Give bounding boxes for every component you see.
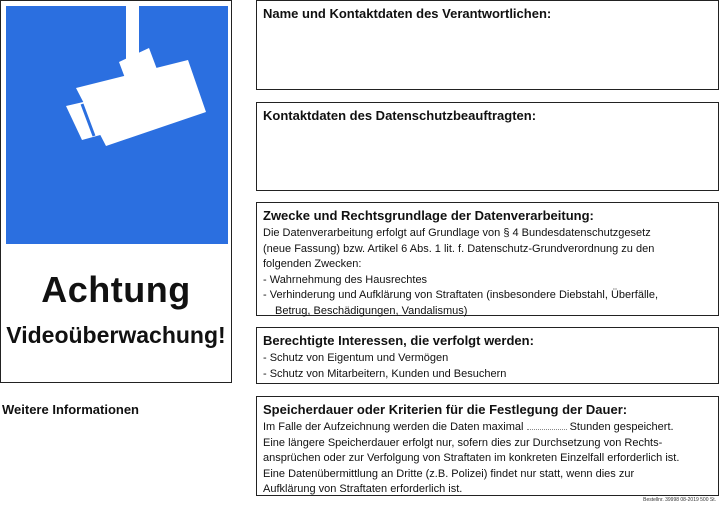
purpose-line: (neue Fassung) bzw. Artikel 6 Abs. 1 lit. f. Datenschutz-Grundverordnung zu den [263, 242, 655, 255]
retention-box [256, 396, 719, 496]
sign-subheading: Videoüberwachung! [6, 322, 226, 348]
interests-box [256, 327, 719, 384]
retention-line [263, 420, 712, 436]
dpo-box [256, 102, 719, 191]
retention-title: Speicherdauer oder Kriterien für die Festlegung der Dauer: [263, 402, 628, 417]
interests-text [263, 351, 712, 382]
retention-line: Eine Datenübermittlung an Dritte (z.B. Polizei) findet nur statt, wenn dies zur [263, 467, 635, 480]
cctv-pictogram [6, 6, 228, 244]
purpose-text [263, 226, 712, 319]
controller-box [256, 0, 719, 90]
retention-line: ansprüchen oder zur Verfolgung von Straftaten im konkreten Einzelfall erforderlich ist. [263, 452, 680, 464]
purpose-line: folgenden Zwecken: [263, 258, 362, 270]
dpo-title: Kontaktdaten des Datenschutzbeauftragten: [263, 108, 537, 123]
retention-line-start: Im Falle der Aufzeichnung werden die Daten maximal [263, 421, 524, 433]
retention-text [263, 420, 712, 498]
retention-line: Eine längere Speicherdauer erfolgt nur, sofern dies zur Durchsetzung von Rechts- [263, 436, 663, 449]
further-info-label: Weitere Informationen [2, 402, 140, 417]
interests-title: Berechtigte Interessen, die verfolgt werden: [263, 333, 534, 348]
cctv-camera-icon [6, 6, 228, 244]
purpose-box [256, 202, 719, 316]
interests-line: - Schutz von Mitarbeitern, Kunden und Besuchern [263, 367, 507, 380]
purpose-line: Betrug, Beschädigungen, Vandalismus) [275, 304, 468, 317]
purpose-line: - Wahrnehmung des Hausrechtes [263, 273, 428, 286]
purpose-title: Zwecke und Rechtsgrundlage der Datenverarbeitung: [263, 208, 594, 223]
retention-line: Aufklärung von Straftaten erforderlich ist. [263, 483, 463, 495]
purpose-line: Die Datenverarbeitung erfolgt auf Grundlage von § 4 Bundesdatenschutzgesetz [263, 227, 651, 239]
retention-line-end: Stunden gespeichert. [569, 421, 674, 433]
purpose-line: - Verhinderung und Aufklärung von Straftaten (insbesondere Diebstahl, Überfälle, [263, 289, 659, 301]
warning-sign-panel [0, 0, 232, 383]
sign-heading: Achtung [41, 269, 191, 310]
order-number: Bestellnr. 39998 08-2019 500 St. [643, 497, 716, 503]
interests-line: - Schutz von Eigentum und Vermögen [263, 352, 449, 364]
controller-title: Name und Kontaktdaten des Verantwortlichen: [263, 6, 552, 21]
hours-fill-in-field [527, 421, 567, 430]
